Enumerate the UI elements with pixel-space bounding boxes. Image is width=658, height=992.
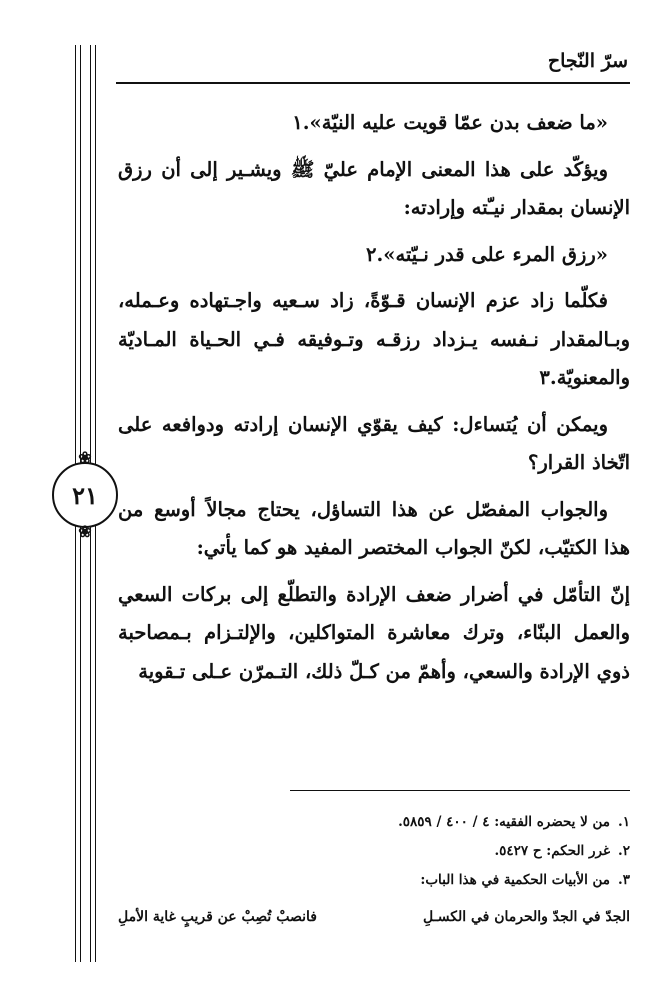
paragraph: فكلّما زاد عزم الإنسان قـوّةً، زاد سـعيه واجـتهاده وعـمله، وبـالمقدار نـفسه يـزداد رزقـه وتـوفيقه فـي الحـياة المـاديّة والمعنويّة.٣ xyxy=(118,289,630,389)
paragraph: والجواب المفصّل عن هذا التساؤل، يحتاج مجالاً أوسع من هذا الكتيّب، لكنّ الجواب المختصر المفيد هو كما يأتي: xyxy=(118,497,630,559)
paragraph: «رزق المرء على قدر نـيّته».٢ xyxy=(365,242,608,266)
body-text xyxy=(118,104,630,691)
footnote xyxy=(118,866,630,895)
footnote-number: ٢. xyxy=(618,843,630,859)
verse-first-hemistich: الجدّ في الجدّ والحرمان في الكسـلِ xyxy=(423,909,630,925)
footnotes xyxy=(118,808,630,932)
footnote-number: ١. xyxy=(618,814,630,830)
footnote xyxy=(118,808,630,837)
footnote-number: ٣. xyxy=(618,872,630,888)
poetry-verse xyxy=(118,903,630,932)
paragraph: ويمكن أن يُتساءل: كيف يقوّي الإنسان إرادته ودوافعه على اتّخاذ القرار؟ xyxy=(118,412,630,474)
paragraph: «ما ضعف بدن عمّا قويت عليه النيّة».١ xyxy=(292,111,608,134)
paragraph: ويؤكّد على هذا المعنى الإمام عليّ ﷺ ويشـير إلى أن رزق الإنسان بمقدار نيـّته وإرادته: xyxy=(118,157,630,219)
footnote-rule xyxy=(290,790,630,791)
paragraph: إنّ التأمّل في أضرار ضعف الإرادة والتطلّع إلى بركات السعي والعمل البنّاء، وترك معاشرة المتواكلين، والإلتـزام بـمصاحبة ذوي الإرادة والسعي، وأهمّ من كـلّ ذلك، التـمرّن عـلى تـقوية xyxy=(118,582,630,683)
flourish-icon: ❀ xyxy=(78,448,92,467)
footnote-list xyxy=(118,808,630,895)
footnote-text: من لا يحضره الفقيه: ٤ / ٤٠٠ / ٥٨٥٩. xyxy=(398,814,611,830)
page-number: ٢١ xyxy=(72,480,98,510)
running-header-title: سرّ النّجاح xyxy=(547,50,628,72)
verse-second-hemistich: فانصبْ تُصِبْ عن قريبٍ غاية الأملِ xyxy=(118,909,317,925)
footnote xyxy=(118,837,630,866)
header-rule xyxy=(116,82,630,84)
page-number-badge xyxy=(52,448,118,541)
footnote-text: من الأبيات الحكمية في هذا الباب: xyxy=(420,872,611,888)
flourish-icon: ❀ xyxy=(78,522,92,541)
footnote-text: غرر الحكم: ح ٥٤٢٧. xyxy=(494,843,611,859)
